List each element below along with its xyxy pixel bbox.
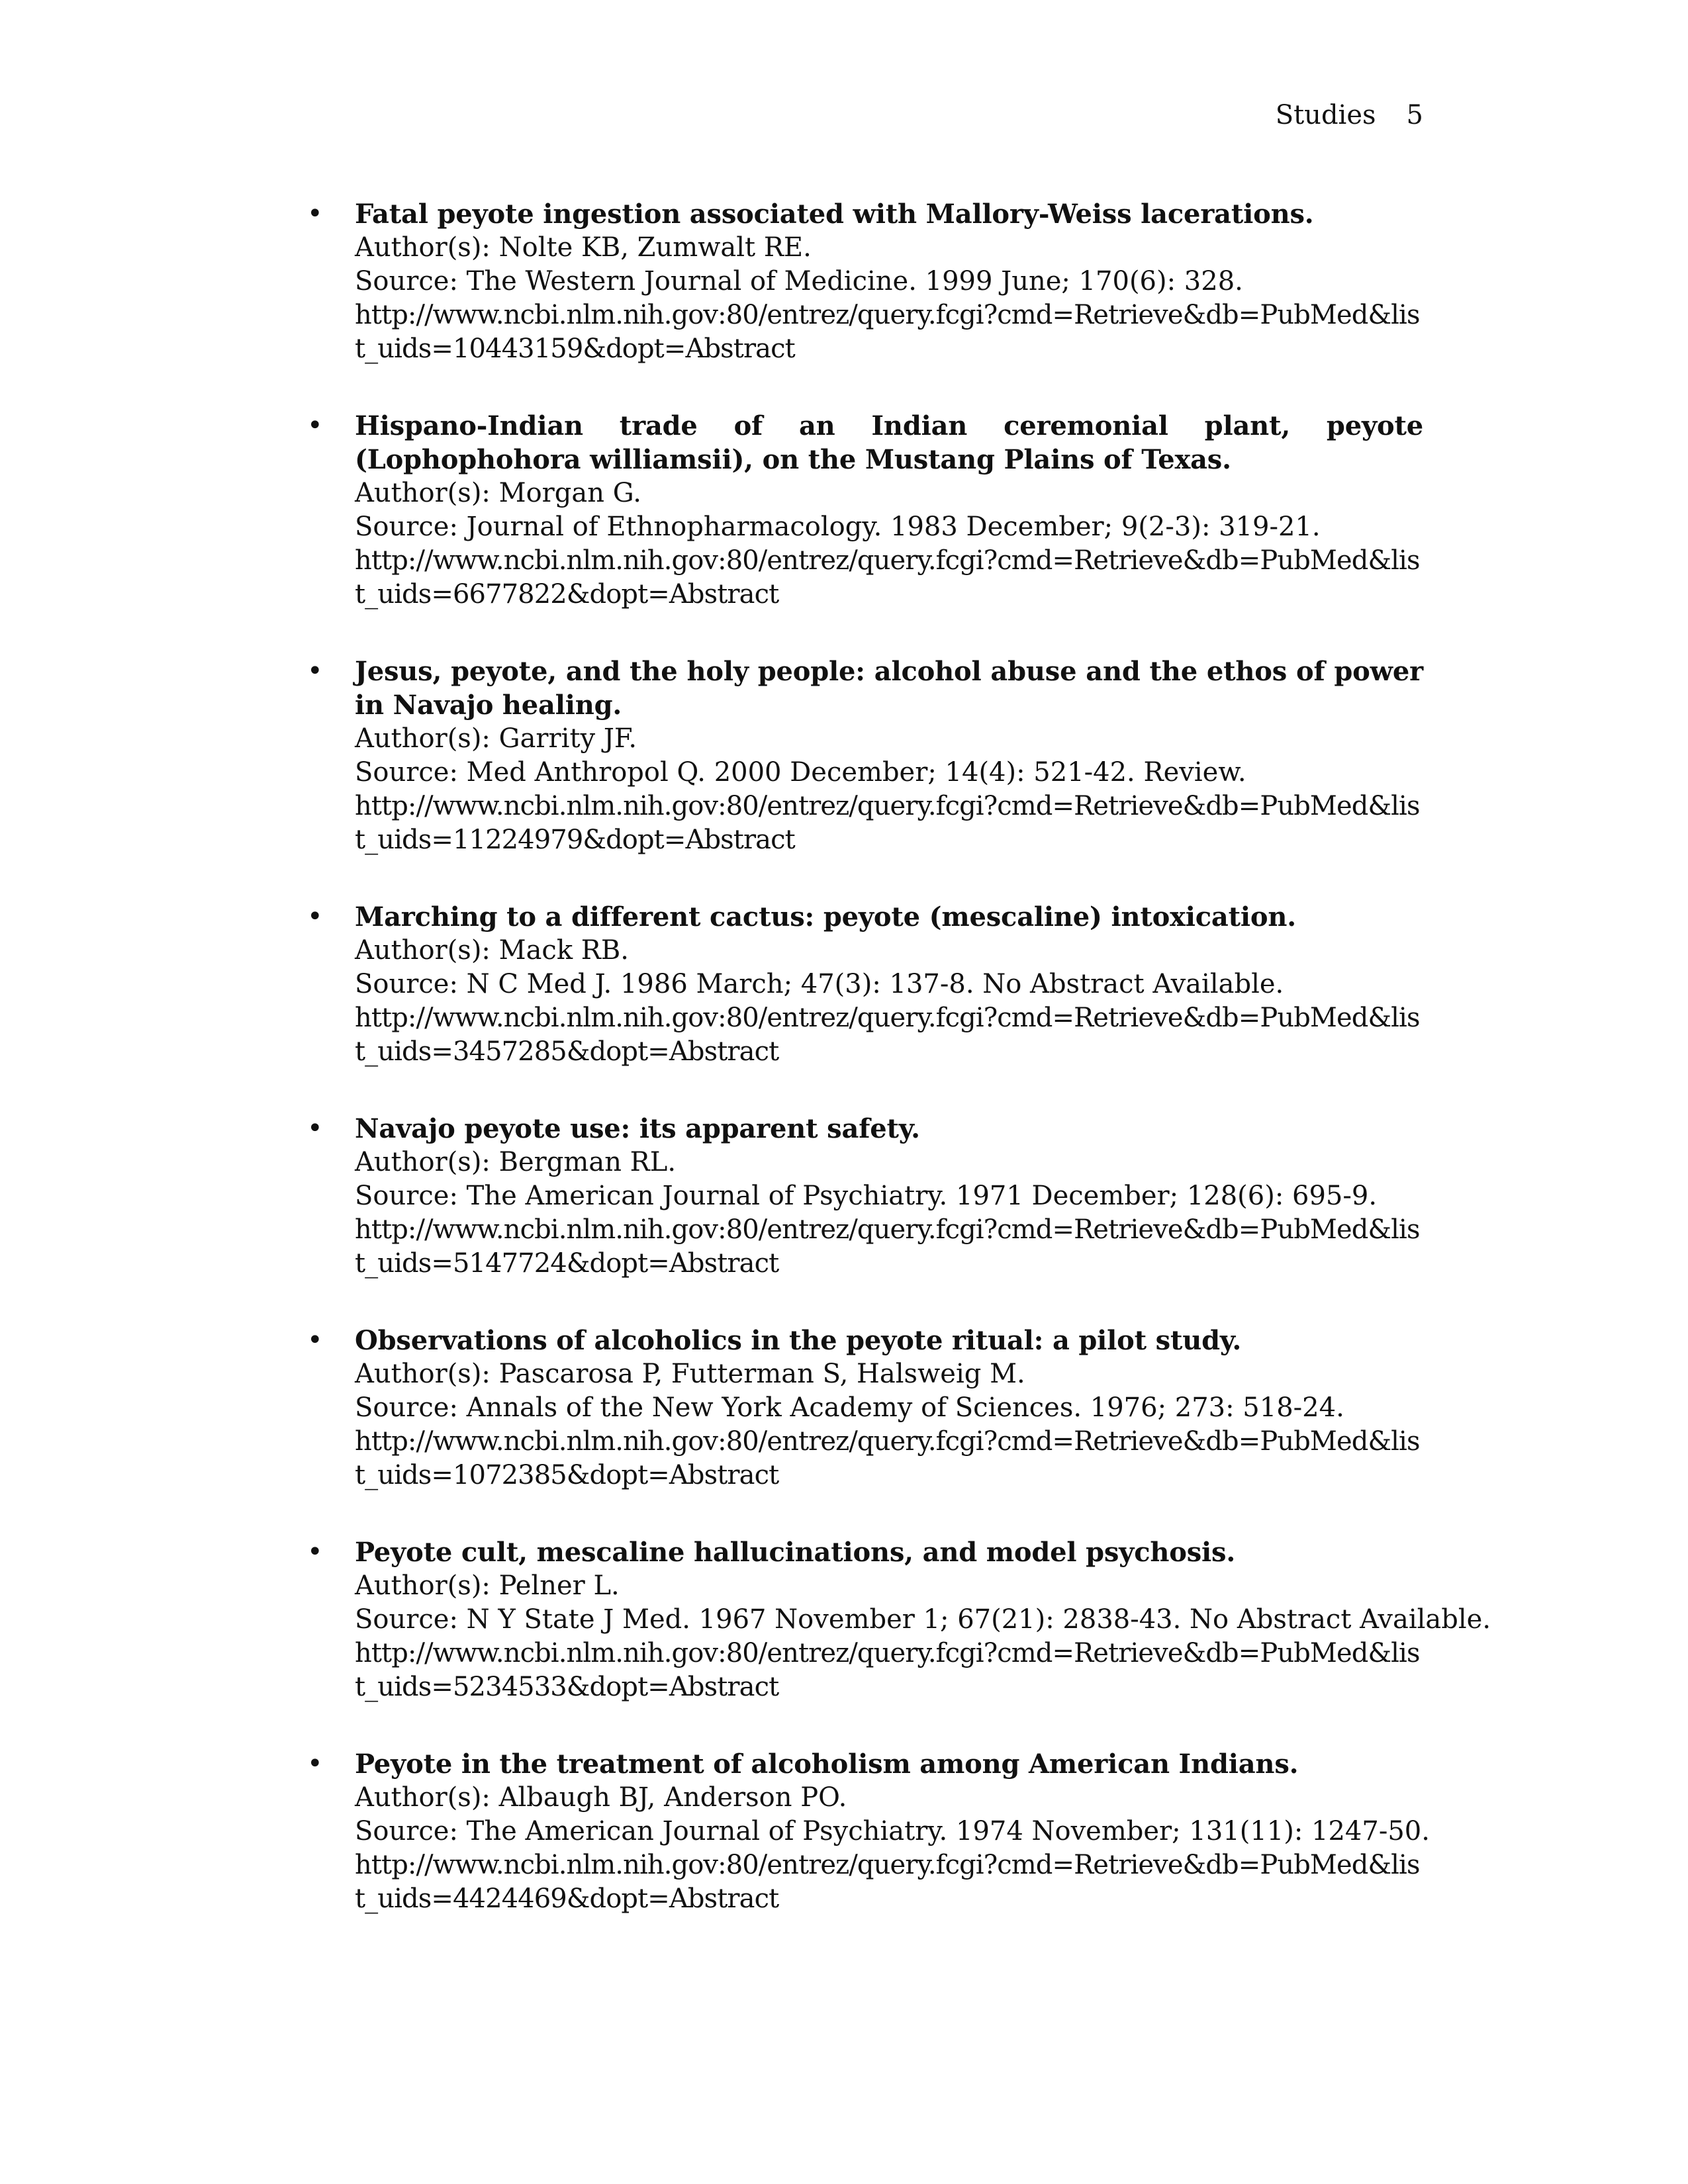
citation-authors: Author(s): Bergman RL. [355,1147,677,1177]
citation-entry [307,1324,1423,1492]
citation-entry [307,655,1423,857]
page-number: 5 [1406,100,1423,130]
citation-link[interactable]: http://www.ncbi.nlm.nih.gov:80/entrez/query.fcgi?cmd=Retrieve&db=PubMed&list_uids=5147724&dopt=Abstract [355,1214,1420,1279]
bullet-icon: • [307,1749,323,1779]
citation-list [307,197,1491,1959]
citation-link[interactable]: http://www.ncbi.nlm.nih.gov:80/entrez/query.fcgi?cmd=Retrieve&db=PubMed&list_uids=1072385&dopt=Abstract [355,1426,1420,1490]
citation-authors: Author(s): Nolte KB, Zumwalt RE. [355,232,812,263]
citation-entry [307,1112,1423,1281]
section-title: Studies [1275,100,1376,130]
citation-source: Source: The American Journal of Psychiatry. 1971 December; 128(6): 695-9. [355,1181,1378,1211]
citation-entry [307,409,1423,612]
citation-link[interactable]: http://www.ncbi.nlm.nih.gov:80/entrez/query.fcgi?cmd=Retrieve&db=PubMed&list_uids=10443159&dopt=Abstract [355,300,1420,364]
citation-source: Source: N Y State J Med. 1967 November 1; 67(21): 2838-43. No Abstract Available. [355,1604,1491,1635]
citation-link[interactable]: http://www.ncbi.nlm.nih.gov:80/entrez/query.fcgi?cmd=Retrieve&db=PubMed&list_uids=11224979&dopt=Abstract [355,791,1420,855]
citation-title: Jesus, peyote, and the holy people: alcohol abuse and the ethos of power in Navajo healing. [355,656,1423,721]
bullet-icon: • [307,410,323,441]
citation-title: Navajo peyote use: its apparent safety. [355,1113,920,1144]
citation-title: Marching to a different cactus: peyote (mescaline) intoxication. [355,901,1297,933]
citation-link[interactable]: http://www.ncbi.nlm.nih.gov:80/entrez/query.fcgi?cmd=Retrieve&db=PubMed&list_uids=3457285&dopt=Abstract [355,1003,1420,1067]
bullet-icon: • [307,1325,323,1355]
bullet-icon: • [307,1113,323,1144]
citation-link[interactable]: http://www.ncbi.nlm.nih.gov:80/entrez/query.fcgi?cmd=Retrieve&db=PubMed&list_uids=5234533&dopt=Abstract [355,1638,1420,1702]
citation-link[interactable]: http://www.ncbi.nlm.nih.gov:80/entrez/query.fcgi?cmd=Retrieve&db=PubMed&list_uids=6677822&dopt=Abstract [355,545,1420,610]
citation-title: Peyote in the treatment of alcoholism among American Indians. [355,1749,1299,1780]
citation-title: Peyote cult, mescaline hallucinations, and model psychosis. [355,1537,1236,1568]
citation-authors: Author(s): Pascarosa P, Futterman S, Halsweig M. [355,1359,1025,1389]
citation-source: Source: The American Journal of Psychiatry. 1974 November; 131(11): 1247-50. [355,1816,1430,1846]
running-header [1276,98,1423,132]
bullet-icon: • [307,199,323,229]
citation-entry [307,197,1423,366]
citation-authors: Author(s): Garrity JF. [355,723,637,754]
citation-entry [307,900,1423,1069]
bullet-icon: • [307,901,323,932]
citation-source: Source: Med Anthropol Q. 2000 December; 14(4): 521-42. Review. [355,757,1246,788]
citation-source: Source: Journal of Ethnopharmacology. 1983 December; 9(2-3): 319-21. [355,512,1321,542]
citation-link[interactable]: http://www.ncbi.nlm.nih.gov:80/entrez/query.fcgi?cmd=Retrieve&db=PubMed&list_uids=4424469&dopt=Abstract [355,1850,1420,1914]
citation-source: Source: The Western Journal of Medicine. 1999 June; 170(6): 328. [355,266,1243,296]
citation-source: Source: N C Med J. 1986 March; 47(3): 137-8. No Abstract Available. [355,969,1284,999]
citation-entry [307,1747,1430,1916]
citation-title: Fatal peyote ingestion associated with Mallory-Weiss lacerations. [355,199,1314,230]
citation-authors: Author(s): Morgan G. [355,478,641,508]
bullet-icon: • [307,1537,323,1567]
citation-entry [307,1535,1491,1704]
citation-authors: Author(s): Albaugh BJ, Anderson PO. [355,1782,847,1813]
citation-source: Source: Annals of the New York Academy of Sciences. 1976; 273: 518-24. [355,1392,1344,1423]
citation-authors: Author(s): Mack RB. [355,935,630,966]
citation-title: Hispano-Indian trade of an Indian ceremonial plant, peyote (Lophophohora williamsii), on the Mustang Plains of Texas. [355,410,1423,475]
citation-title: Observations of alcoholics in the peyote ritual: a pilot study. [355,1325,1242,1356]
bullet-icon: • [307,656,323,686]
citation-authors: Author(s): Pelner L. [355,1570,620,1601]
